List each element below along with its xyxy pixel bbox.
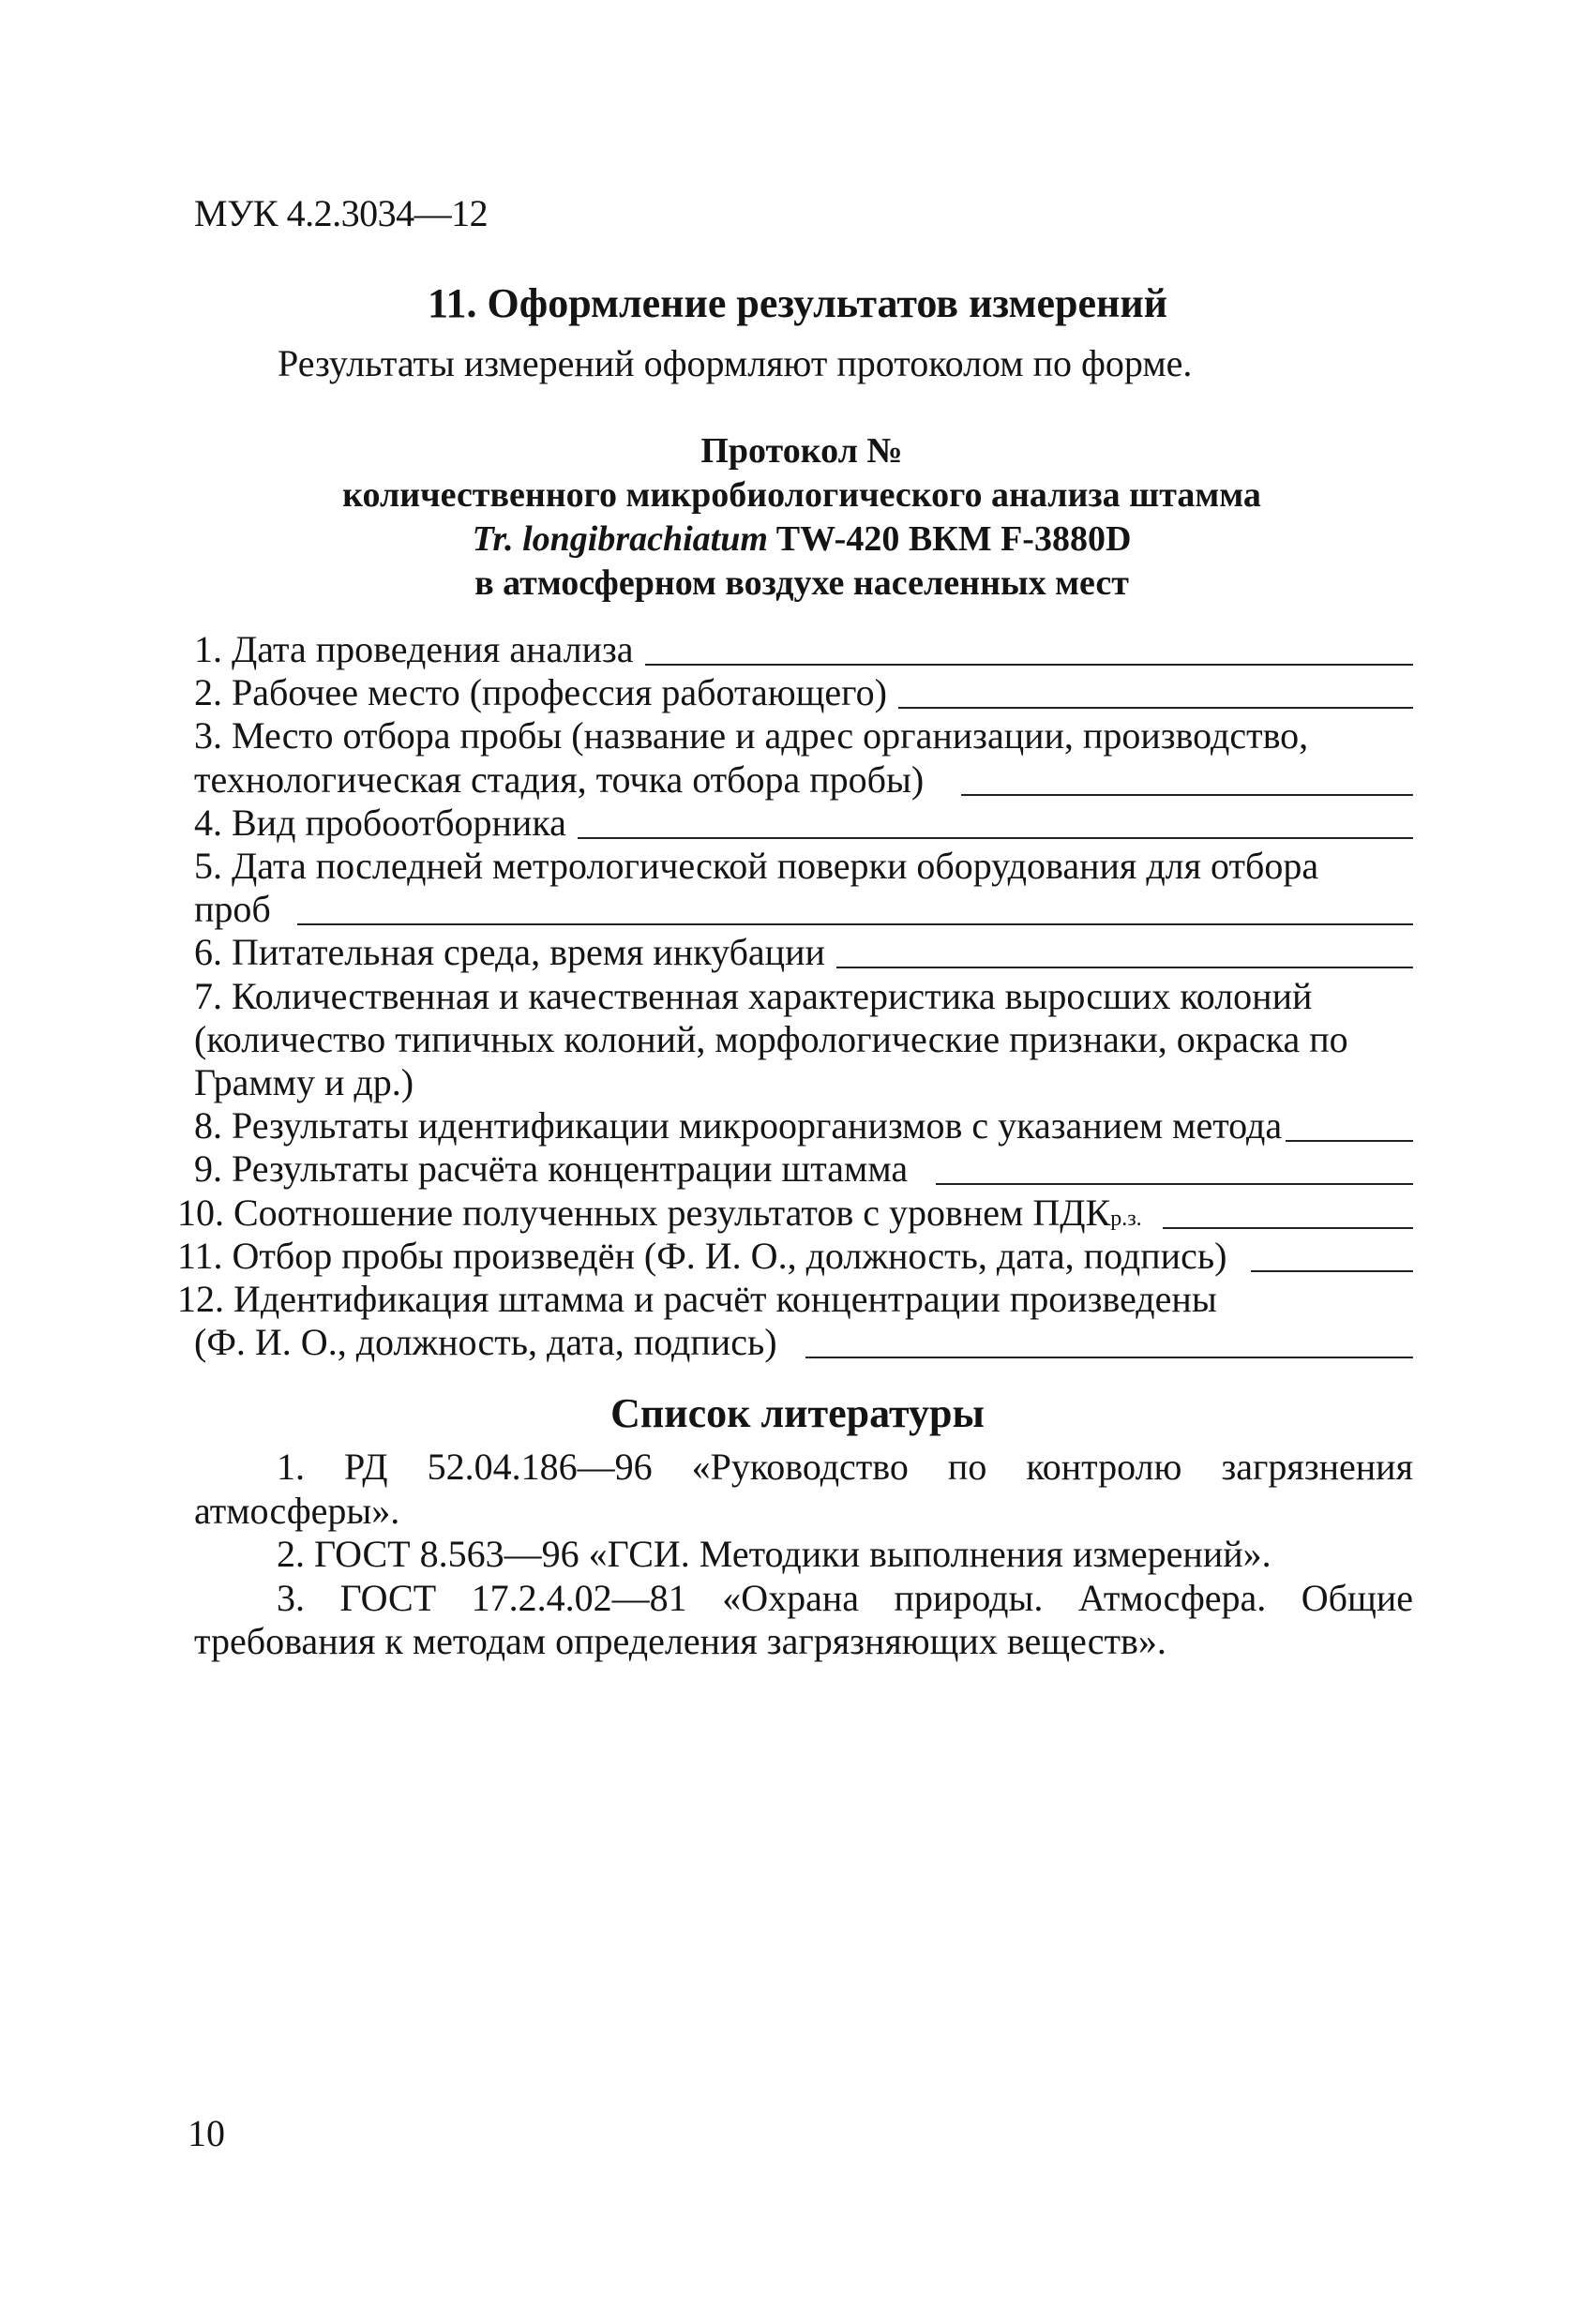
- item-6: [194, 931, 1413, 974]
- item-2-label: 2. Рабочее место (профессия работающего): [194, 671, 887, 714]
- fill-line[interactable]: [936, 1183, 1413, 1185]
- item-12-line1: [177, 1278, 1413, 1321]
- item-1-label: 1. Дата проведения анализа: [194, 628, 634, 670]
- item-7-line1: [194, 975, 1413, 1018]
- fill-line[interactable]: [1286, 1140, 1413, 1142]
- fill-line[interactable]: [898, 707, 1413, 709]
- literature-list: [194, 1446, 1413, 1664]
- fill-line[interactable]: [1163, 1227, 1413, 1229]
- reference-item: 1. РД 52.04.186—96 «Руководство по контролю загрязнения атмосферы».: [194, 1446, 1413, 1532]
- item-10-label: 10. Соотношение полученных результатов с уровнем ПДК: [177, 1191, 1111, 1234]
- fill-line[interactable]: [836, 967, 1413, 968]
- item-12-label-a: 12. Идентификация штамма и расчёт концентрации произведены: [177, 1278, 1217, 1321]
- item-4-label: 4. Вид пробоотборника: [194, 801, 566, 844]
- item-3-label-a: 3. Место отбора пробы (название и адрес организации, производство,: [194, 714, 1309, 757]
- item-3-line1: [194, 714, 1413, 757]
- fill-line[interactable]: [578, 837, 1413, 839]
- item-1: [194, 628, 1413, 671]
- item-7-label-a: 7. Количественная и качественная характеристика выросших колоний: [194, 974, 1313, 1017]
- strain-code: TW-420 ВКМ F-3880D: [767, 519, 1132, 559]
- fill-line[interactable]: [1251, 1270, 1413, 1272]
- item-11: [177, 1235, 1413, 1278]
- item-3-label-b: технологическая стадия, точка отбора пробы): [194, 757, 925, 801]
- fill-line[interactable]: [645, 664, 1413, 666]
- protocol-title: [291, 429, 1313, 606]
- item-9-label: 9. Результаты расчёта концентрации штамма: [194, 1147, 909, 1191]
- item-4: [194, 802, 1413, 845]
- reference-item: 3. ГОСТ 17.2.4.02—81 «Охрана природы. Атмосфера. Общие требования к методам определения загрязняющих веществ».: [194, 1576, 1413, 1662]
- protocol-items: [177, 628, 1413, 1364]
- protocol-title-line1: Протокол №: [700, 431, 903, 471]
- protocol-title-line4: в атмосферном воздухе населенных мест: [474, 563, 1129, 603]
- item-10: 10. Соотношение полученных результатов с уровнем ПДК р.з.: [177, 1192, 1413, 1235]
- fill-line[interactable]: [961, 794, 1413, 796]
- item-9: [194, 1147, 1413, 1191]
- item-8-label: 8. Результаты идентификации микроорганизмов с указанием метода: [194, 1104, 1283, 1147]
- reference-item: 2. ГОСТ 8.563—96 «ГСИ. Методики выполнения измерений».: [277, 1533, 1271, 1575]
- item-3-line2: [194, 758, 1413, 802]
- item-7-line2: [194, 1018, 1413, 1061]
- section-title-text: 11. Оформление результатов измерений: [427, 280, 1168, 326]
- item-5-label-a: 5. Дата последней метрологической поверки оборудования для отбора: [194, 845, 1319, 888]
- item-11-label: 11. Отбор пробы произведён (Ф. И. О., должность, дата, подпись): [177, 1234, 1227, 1277]
- item-8: [194, 1104, 1413, 1147]
- protocol-title-line2: количественного микробиологического анализа штамма: [342, 475, 1261, 515]
- protocol-title-line3: [291, 517, 1313, 562]
- document-code: МУК 4.2.3034—12: [194, 192, 489, 234]
- item-12-label-b: (Ф. И. О., должность, дата, подпись): [194, 1321, 777, 1364]
- page-number: 10: [188, 2112, 225, 2154]
- item-5-line2: [194, 888, 1413, 931]
- item-5-line1: [194, 845, 1413, 888]
- fill-line[interactable]: [297, 923, 1413, 925]
- item-2: [194, 671, 1413, 714]
- item-12-line2: [194, 1321, 1413, 1364]
- item-7-label-b: (количество типичных колоний, морфологические признаки, окраска по: [194, 1017, 1348, 1060]
- item-7-line3: [194, 1061, 1413, 1104]
- section-title: [0, 279, 1595, 327]
- item-7-label-c: Грамму и др.): [194, 1061, 414, 1104]
- section-intro: Результаты измерений оформляют протоколом по форме.: [278, 342, 1193, 384]
- strain-name: Tr. longibrachiatum: [472, 519, 768, 559]
- item-5-label-b: проб: [194, 888, 271, 931]
- literature-title: Список литературы: [610, 1390, 985, 1436]
- item-6-label: 6. Питательная среда, время инкубации: [194, 931, 825, 974]
- fill-line[interactable]: [805, 1357, 1413, 1358]
